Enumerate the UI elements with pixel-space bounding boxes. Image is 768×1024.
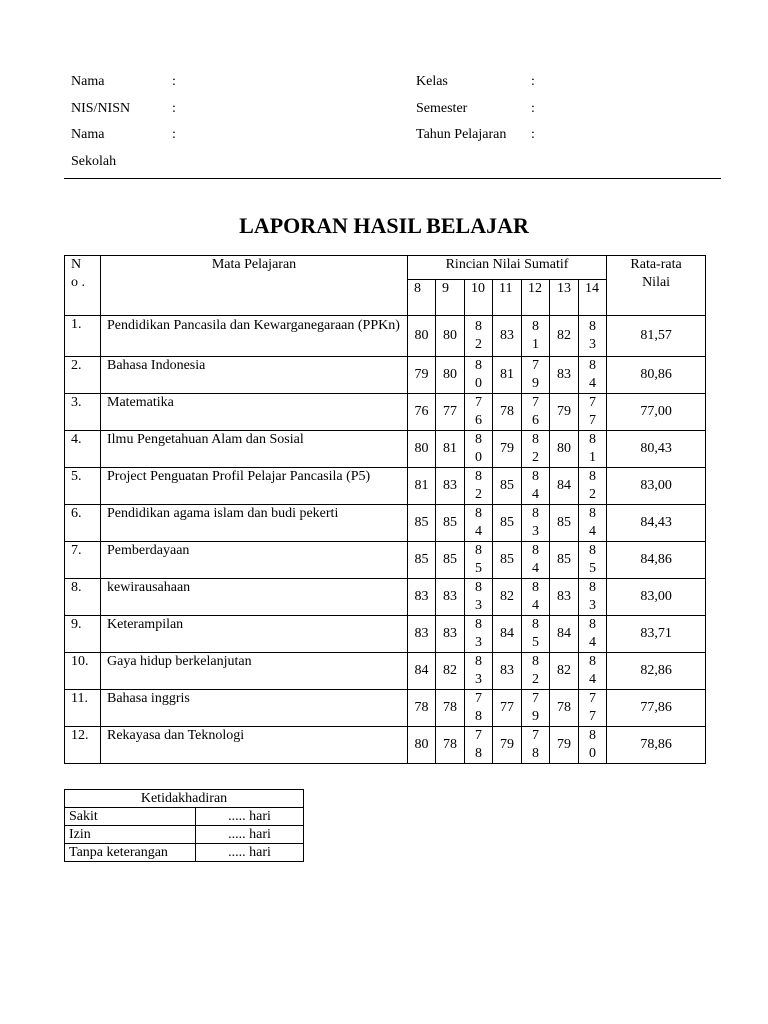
score-cell: 84 [579,357,607,394]
report-title: LAPORAN HASIL BELAJAR [239,213,529,238]
academic-year-label: Tahun Pelajaran [416,127,507,142]
subheader-col: 13 [550,280,579,316]
score-cell: 79 [493,727,522,764]
school-name-label: Nama [71,127,105,142]
score-cell: 85 [493,468,522,505]
score-cell: 82 [465,468,493,505]
score-cell: 83 [436,468,465,505]
score-cell: 85 [493,505,522,542]
score-cell: 78 [493,394,522,431]
header-no [65,256,101,316]
absence-unexcused-label: Tanpa keterangan [65,844,196,862]
score-cell: 83 [408,579,436,616]
grade-row [65,468,706,505]
absence-header: Ketidakhadiran [65,790,304,808]
subject-name: Gaya hidup berkelanjutan [101,653,408,690]
score-cell: 80 [408,316,436,357]
row-number: 8. [65,579,101,616]
header-subject: Mata Pelajaran [101,256,408,316]
score-cell: 77 [579,394,607,431]
score-cell: 84 [465,505,493,542]
grade-row [65,542,706,579]
row-number: 6. [65,505,101,542]
score-cell: 85 [550,505,579,542]
score-cell: 79 [550,727,579,764]
score-cell: 79 [522,357,550,394]
average-value: 82,86 [607,653,706,690]
score-cell: 84 [522,579,550,616]
score-cell: 83 [436,579,465,616]
score-cell: 84 [522,468,550,505]
score-cell: 83 [465,579,493,616]
row-number: 1. [65,316,101,357]
score-cell: 84 [550,468,579,505]
grade-row [65,505,706,542]
class-label: Kelas [416,74,448,89]
score-cell: 81 [522,316,550,357]
subject-name: Keterampilan [101,616,408,653]
score-cell: 84 [522,542,550,579]
row-number: 7. [65,542,101,579]
semester-colon: : [531,101,535,116]
grade-row [65,653,706,690]
score-cell: 82 [522,653,550,690]
subheader-col: 10 [465,280,493,316]
score-cell: 78 [550,690,579,727]
score-cell: 85 [465,542,493,579]
score-cell: 78 [408,690,436,727]
grade-row [65,579,706,616]
score-cell: 85 [436,505,465,542]
subject-name: Pendidikan Pancasila dan Kewarganegaraan (PPKn) [101,316,408,357]
subheader-col: 8 [408,280,436,316]
grades-table [64,255,706,764]
score-cell: 79 [522,690,550,727]
score-cell: 84 [408,653,436,690]
score-cell: 79 [408,357,436,394]
average-value: 84,86 [607,542,706,579]
average-value: 83,71 [607,616,706,653]
score-cell: 82 [436,653,465,690]
absence-table [64,789,304,862]
score-cell: 81 [408,468,436,505]
row-number: 4. [65,431,101,468]
absence-sick-label: Sakit [65,808,196,826]
subject-name: kewirausahaan [101,579,408,616]
row-number: 5. [65,468,101,505]
score-cell: 80 [408,727,436,764]
header-no-text: No . [71,257,85,290]
score-cell: 80 [465,431,493,468]
score-cell: 82 [550,316,579,357]
score-cell: 84 [579,653,607,690]
score-cell: 84 [579,505,607,542]
subject-name: Project Penguatan Profil Pelajar Pancasila (P5) [101,468,408,505]
score-cell: 80 [436,316,465,357]
score-cell: 76 [522,394,550,431]
score-cell: 76 [408,394,436,431]
score-cell: 77 [493,690,522,727]
score-cell: 84 [550,616,579,653]
class-colon: : [531,74,535,89]
subheader-col: 12 [522,280,550,316]
score-cell: 83 [579,579,607,616]
row-number: 3. [65,394,101,431]
academic-year-colon: : [531,127,535,142]
grade-row [65,690,706,727]
subheader-col: 14 [579,280,607,316]
score-cell: 77 [579,690,607,727]
header-summative-detail: Rincian Nilai Sumatif [408,256,607,280]
grade-row [65,431,706,468]
absence-sick-value: ..... hari [196,808,304,826]
subject-name: Rekayasa dan Teknologi [101,727,408,764]
score-cell: 80 [408,431,436,468]
score-cell: 82 [522,431,550,468]
score-cell: 85 [550,542,579,579]
score-cell: 83 [493,653,522,690]
header-average-text: Rata-rata Nilai [630,257,682,290]
score-cell: 78 [436,690,465,727]
score-cell: 85 [436,542,465,579]
average-value: 77,86 [607,690,706,727]
score-cell: 80 [579,727,607,764]
score-cell: 85 [408,542,436,579]
score-cell: 84 [579,616,607,653]
subheader-col: 11 [493,280,522,316]
grade-row [65,357,706,394]
score-cell: 80 [465,357,493,394]
row-number: 12. [65,727,101,764]
score-cell: 83 [550,357,579,394]
grade-row [65,394,706,431]
score-cell: 83 [436,616,465,653]
score-cell: 84 [493,616,522,653]
average-value: 83,00 [607,468,706,505]
score-cell: 78 [522,727,550,764]
score-cell: 82 [465,316,493,357]
score-cell: 83 [550,579,579,616]
average-value: 78,86 [607,727,706,764]
score-cell: 83 [579,316,607,357]
school-label: Sekolah [71,154,117,169]
score-cell: 85 [579,542,607,579]
name-colon: : [172,74,176,89]
average-value: 77,00 [607,394,706,431]
score-cell: 85 [493,542,522,579]
name-label: Nama [71,74,105,89]
nis-label: NIS/NISN [71,101,131,116]
score-cell: 78 [465,727,493,764]
score-cell: 81 [493,357,522,394]
average-value: 84,43 [607,505,706,542]
header-average [607,256,706,316]
score-cell: 85 [408,505,436,542]
school-name-colon: : [172,127,176,142]
average-value: 81,57 [607,316,706,357]
score-cell: 83 [465,653,493,690]
score-cell: 78 [436,727,465,764]
average-value: 83,00 [607,579,706,616]
score-cell: 80 [436,357,465,394]
subheader-col: 9 [436,280,465,316]
score-cell: 81 [579,431,607,468]
score-cell: 85 [522,616,550,653]
grade-row [65,616,706,653]
score-cell: 83 [408,616,436,653]
row-number: 11. [65,690,101,727]
score-cell: 83 [465,616,493,653]
row-number: 2. [65,357,101,394]
score-cell: 79 [493,431,522,468]
score-cell: 82 [579,468,607,505]
average-value: 80,43 [607,431,706,468]
score-cell: 82 [550,653,579,690]
semester-label: Semester [416,101,468,116]
grade-row [65,727,706,764]
subject-name: Bahasa inggris [101,690,408,727]
score-cell: 80 [550,431,579,468]
score-cell: 81 [436,431,465,468]
absence-permit-value: ..... hari [196,826,304,844]
score-cell: 83 [493,316,522,357]
absence-unexcused-value: ..... hari [196,844,304,862]
row-number: 10. [65,653,101,690]
subject-name: Ilmu Pengetahuan Alam dan Sosial [101,431,408,468]
subject-name: Matematika [101,394,408,431]
subject-name: Pemberdayaan [101,542,408,579]
header-divider [64,178,721,179]
average-value: 80,86 [607,357,706,394]
absence-permit-label: Izin [65,826,196,844]
score-cell: 77 [436,394,465,431]
subject-name: Bahasa Indonesia [101,357,408,394]
score-cell: 83 [522,505,550,542]
subject-name: Pendidikan agama islam dan budi pekerti [101,505,408,542]
score-cell: 78 [465,690,493,727]
score-cell: 76 [465,394,493,431]
row-number: 9. [65,616,101,653]
score-cell: 79 [550,394,579,431]
nis-colon: : [172,101,176,116]
score-cell: 82 [493,579,522,616]
grade-row [65,316,706,357]
